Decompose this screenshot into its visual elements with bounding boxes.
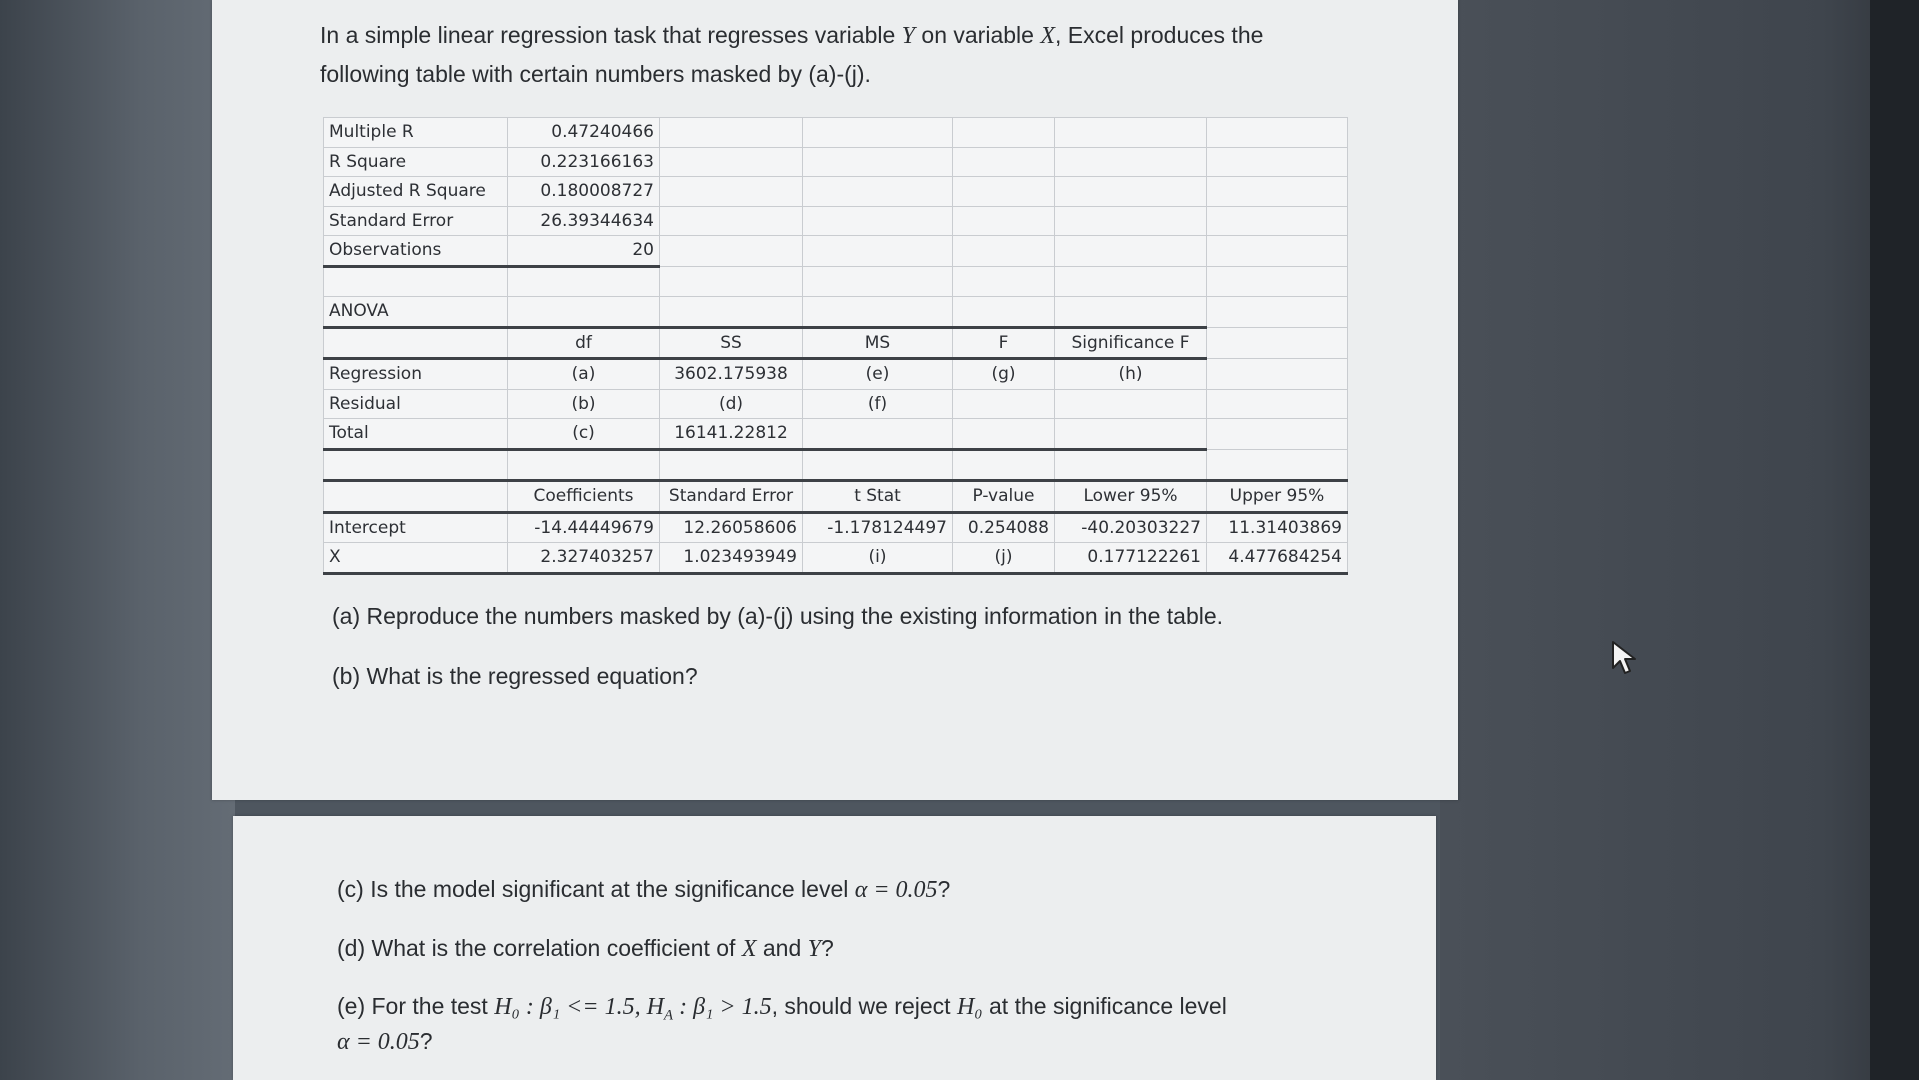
- coef-cell: 1.023493949: [660, 543, 803, 574]
- coef-cell: 4.477684254: [1207, 543, 1348, 574]
- anova-cell: (h): [1055, 359, 1207, 390]
- coef-cell: -40.20303227: [1055, 512, 1207, 543]
- anova-cell: (f): [803, 389, 953, 419]
- table-row: [324, 118, 1348, 148]
- anova-header: Significance F: [1055, 327, 1207, 359]
- anova-cell: (d): [660, 389, 803, 419]
- table-row: [324, 481, 1348, 513]
- table-row: [324, 359, 1348, 390]
- question-e-line-2: α = 0.05?: [337, 1028, 433, 1055]
- window-edge-strip: [1870, 0, 1919, 1080]
- intro-line-2: following table with certain numbers masked by (a)-(j).: [320, 61, 871, 87]
- coef-cell: -1.178124497: [803, 512, 953, 543]
- anova-cell: 16141.22812: [660, 419, 803, 450]
- summary-value: 20: [508, 236, 660, 267]
- table-row: [324, 177, 1348, 207]
- coef-row-label: Intercept: [324, 512, 508, 543]
- anova-cell: [1055, 389, 1207, 419]
- anova-cell: (b): [508, 389, 660, 419]
- anova-row-label: Residual: [324, 389, 508, 419]
- summary-value: 0.180008727: [508, 177, 660, 207]
- table-row: [324, 236, 1348, 267]
- table-row: [324, 449, 1348, 481]
- table-row: [324, 419, 1348, 450]
- regression-output-table: [323, 117, 1348, 575]
- coef-cell: 12.26058606: [660, 512, 803, 543]
- coef-header: P-value: [953, 481, 1055, 513]
- anova-cell: [953, 389, 1055, 419]
- anova-row-label: Regression: [324, 359, 508, 390]
- table-row: [324, 543, 1348, 574]
- coef-header: Upper 95%: [1207, 481, 1348, 513]
- summary-value: 0.47240466: [508, 118, 660, 148]
- question-e: (e) For the test H₀ : β₁ <= 1.5, $H_A$ : β₁ > 1.5, should we reject H₀ at the significance level: [337, 993, 1227, 1024]
- anova-cell: (g): [953, 359, 1055, 390]
- anova-header: F: [953, 327, 1055, 359]
- question-a: (a) Reproduce the numbers masked by (a)-(j) using the existing information in the table.: [332, 603, 1224, 629]
- background-right: [1440, 0, 1919, 1080]
- summary-value: 26.39344634: [508, 206, 660, 236]
- intro-line-1: In a simple linear regression task that regresses variable Y on variable X, Excel produces the: [320, 22, 1264, 49]
- anova-header: df: [508, 327, 660, 359]
- anova-cell: (a): [508, 359, 660, 390]
- coef-cell: -14.44449679: [508, 512, 660, 543]
- table-row: [324, 297, 1348, 328]
- summary-label: Standard Error: [324, 206, 508, 236]
- summary-label: R Square: [324, 147, 508, 177]
- question-c: (c) Is the model significant at the significance level α = 0.05?: [337, 876, 951, 903]
- anova-header: SS: [660, 327, 803, 359]
- background-left: [0, 0, 235, 1080]
- coef-header: Coefficients: [508, 481, 660, 513]
- summary-label: Observations: [324, 236, 508, 267]
- coef-cell: 2.327403257: [508, 543, 660, 574]
- table-row: [324, 327, 1348, 359]
- summary-label: Adjusted R Square: [324, 177, 508, 207]
- anova-cell: [803, 419, 953, 450]
- coef-row-label: X: [324, 543, 508, 574]
- summary-value: 0.223166163: [508, 147, 660, 177]
- anova-cell: [953, 419, 1055, 450]
- coef-cell: 0.254088: [953, 512, 1055, 543]
- coef-cell: (i): [803, 543, 953, 574]
- table-row: [324, 389, 1348, 419]
- table-row: [324, 266, 1348, 297]
- anova-row-label: Total: [324, 419, 508, 450]
- anova-cell: (c): [508, 419, 660, 450]
- anova-cell: 3602.175938: [660, 359, 803, 390]
- mouse-cursor-icon: [1610, 640, 1638, 676]
- anova-header: MS: [803, 327, 953, 359]
- anova-cell: (e): [803, 359, 953, 390]
- table-row: [324, 147, 1348, 177]
- coef-header: t Stat: [803, 481, 953, 513]
- coef-cell: 0.177122261: [1055, 543, 1207, 574]
- coef-cell: 11.31403869: [1207, 512, 1348, 543]
- anova-cell: [1055, 419, 1207, 450]
- table-row: [324, 512, 1348, 543]
- anova-title: ANOVA: [324, 297, 508, 328]
- summary-label: Multiple R: [324, 118, 508, 148]
- coef-header: Lower 95%: [1055, 481, 1207, 513]
- coef-cell: (j): [953, 543, 1055, 574]
- coef-header: Standard Error: [660, 481, 803, 513]
- question-b: (b) What is the regressed equation?: [332, 663, 698, 689]
- table-row: [324, 206, 1348, 236]
- question-d: (d) What is the correlation coefficient of X and Y?: [337, 935, 834, 962]
